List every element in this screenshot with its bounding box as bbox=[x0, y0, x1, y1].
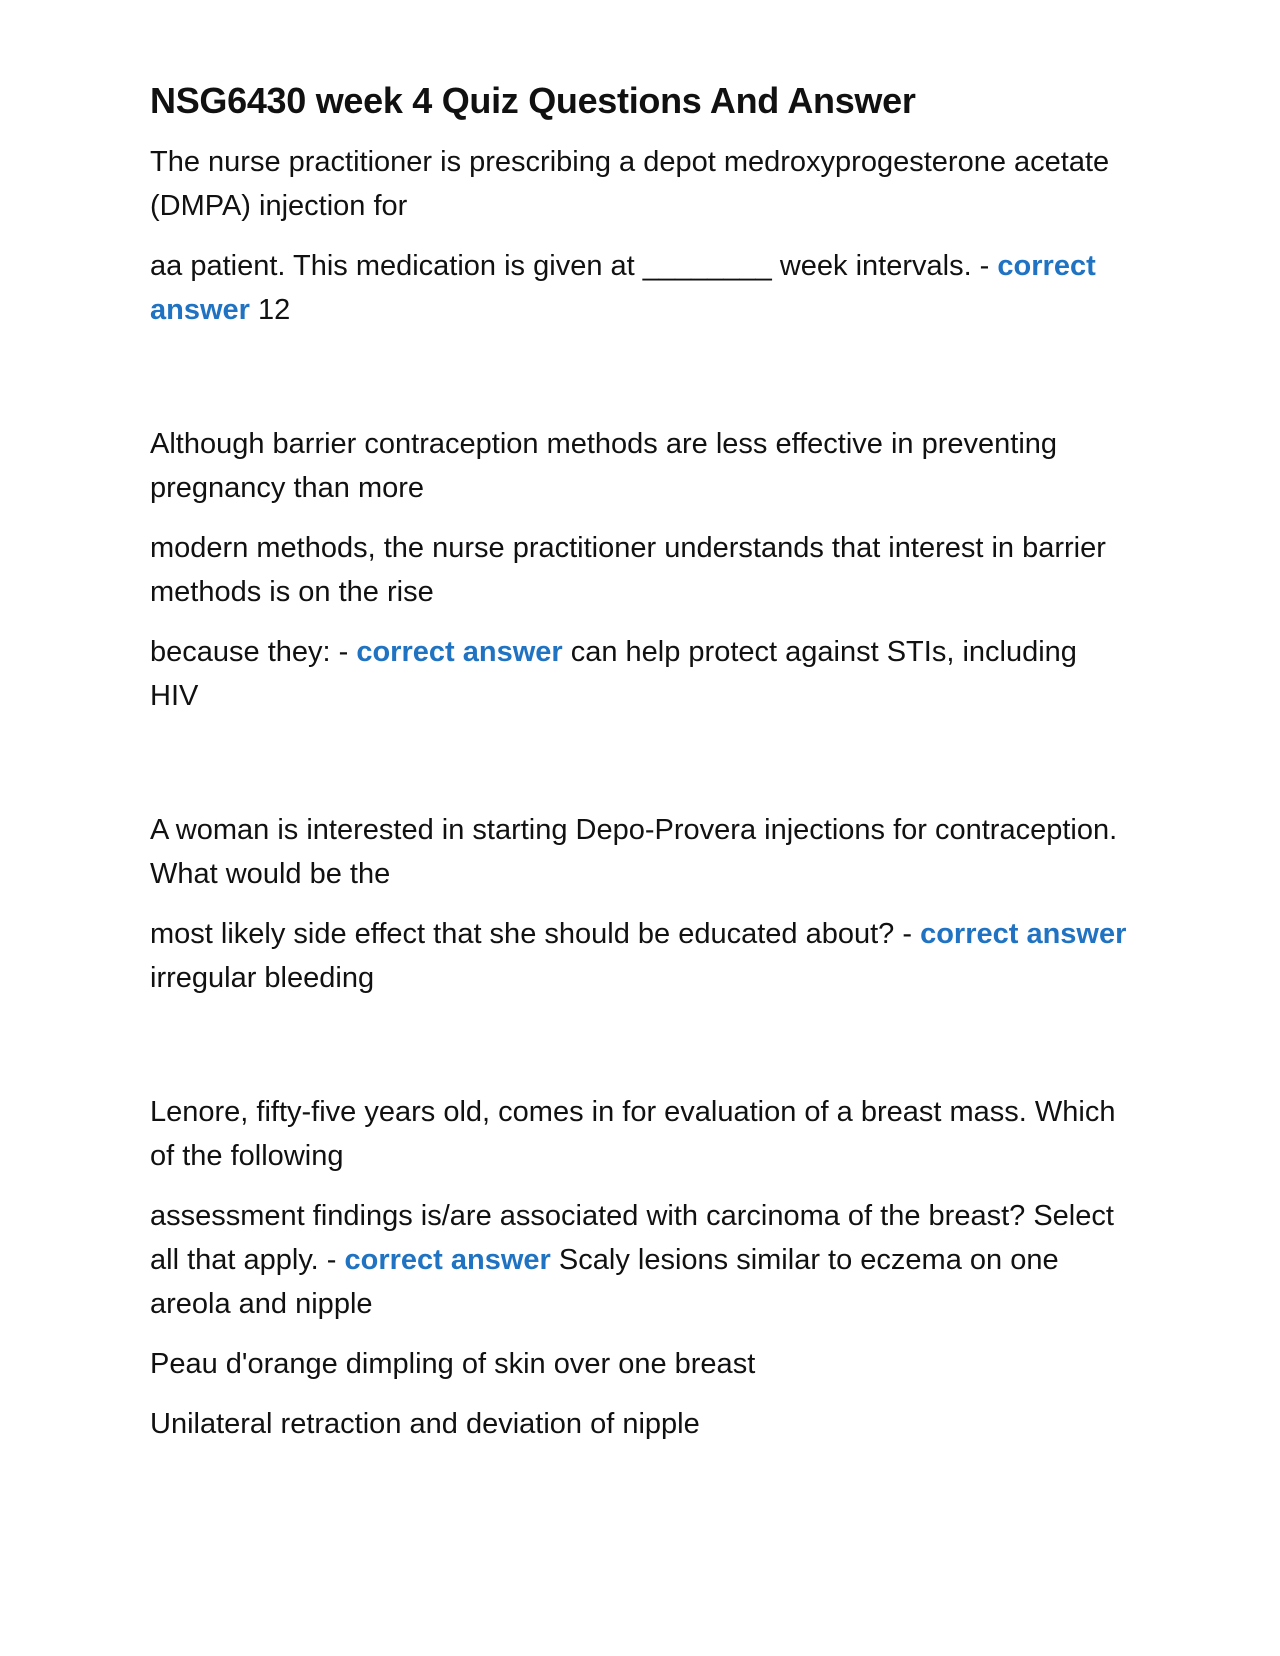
question-2-answer-line bbox=[150, 630, 1130, 718]
question-1-text: The nurse practitioner is prescribing a depot medroxyprogesterone acetate (DMPA) injection for bbox=[150, 146, 1110, 222]
correct-answer-label: correct answer bbox=[344, 1244, 551, 1276]
question-4-answer-extra-1: Peau d'orange dimpling of skin over one breast bbox=[150, 1348, 756, 1380]
question-2-prompt: because they: - bbox=[150, 636, 357, 668]
question-2-text: Although barrier contraception methods are less effective in preventing pregnancy than more bbox=[150, 428, 1058, 504]
question-4-text: Lenore, fifty-five years old, comes in for evaluation of a breast mass. Which of the following bbox=[150, 1096, 1116, 1172]
question-2-text-continued: modern methods, the nurse practitioner understands that interest in barrier methods is on the rise bbox=[150, 532, 1106, 608]
question-3-answer: irregular bleeding bbox=[150, 962, 375, 994]
question-2-answer: can help protect against STIs, including HIV bbox=[150, 636, 1077, 712]
question-3-prompt: most likely side effect that she should be educated about? - bbox=[150, 918, 921, 950]
question-1-prompt: aa patient. This medication is given at ________ week intervals. - bbox=[150, 250, 998, 282]
correct-answer-label: correct answer bbox=[356, 636, 563, 668]
question-1-answer: 12 bbox=[258, 294, 291, 326]
question-4-answer-line bbox=[150, 1194, 1130, 1326]
question-1-answer-line bbox=[150, 244, 1130, 332]
question-4-answer: Scaly lesions similar to eczema on one areola and nipple bbox=[150, 1244, 1059, 1320]
question-3-answer-line bbox=[150, 912, 1130, 1000]
correct-answer-label: correct answer bbox=[150, 250, 1096, 326]
document-title: NSG6430 week 4 Quiz Questions And Answer bbox=[150, 80, 916, 121]
question-4-answer-extra-2: Unilateral retraction and deviation of nipple bbox=[150, 1408, 700, 1440]
question-4-prompt: assessment findings is/are associated with carcinoma of the breast? Select all that apply. - bbox=[150, 1200, 1114, 1276]
correct-answer-label: correct answer bbox=[920, 918, 1127, 950]
question-3-text: A woman is interested in starting Depo-Provera injections for contraception. What would be the bbox=[150, 814, 1118, 890]
